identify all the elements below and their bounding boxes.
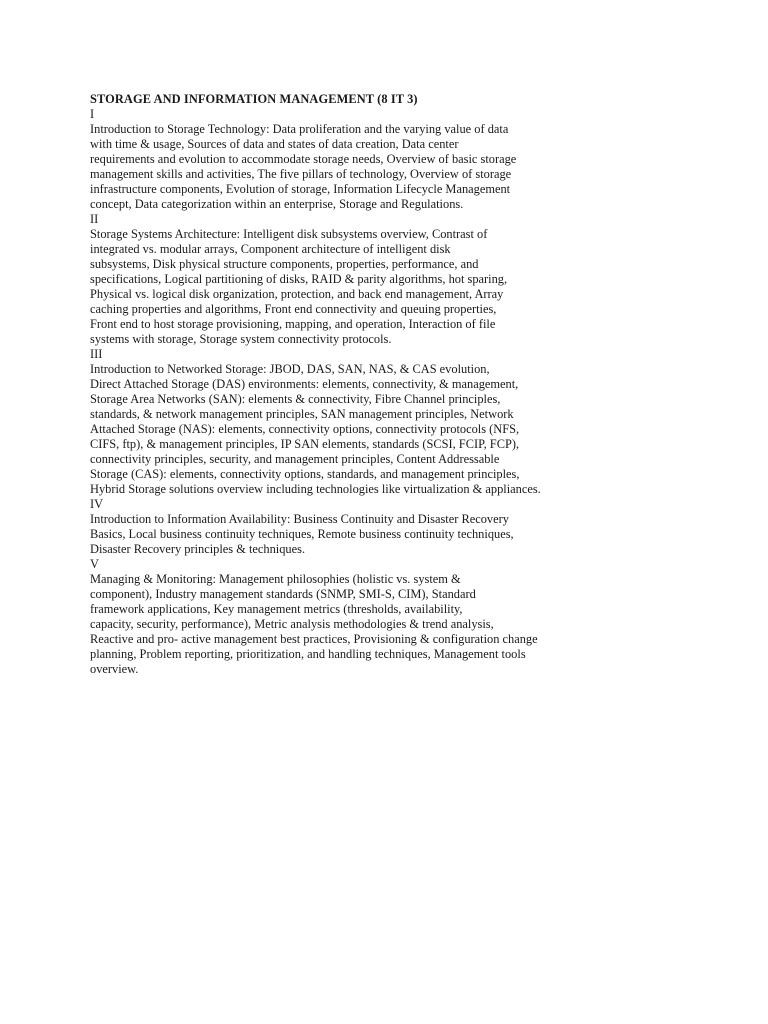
section-v-line: overview. [90,662,139,676]
section-iv-line: Introduction to Information Availability: Business Continuity and Disaster Recovery [90,512,509,526]
section-numeral-v: V [90,557,99,571]
section-numeral-i: I [90,107,95,121]
section-ii-line: integrated vs. modular arrays, Component architecture of intelligent disk [90,242,451,256]
section-v-line: component), Industry management standards (SNMP, SMI-S, CIM), Standard [90,587,476,601]
section-ii-line: Front end to host storage provisioning, mapping, and operation, Interaction of file [90,317,496,331]
section-iii-line: standards, & network management principles, SAN management principles, Network [90,407,514,421]
section-ii-line: Physical vs. logical disk organization, protection, and back end management, Array [90,287,504,301]
section-i-line: Introduction to Storage Technology: Data proliferation and the varying value of data [90,122,509,136]
section-iv-line: Basics, Local business continuity techniques, Remote business continuity techniques, [90,527,514,541]
section-i-line: management skills and activities, The five pillars of technology, Overview of storage [90,167,512,181]
section-v-line: Managing & Monitoring: Management philosophies (holistic vs. system & [90,572,461,586]
section-i-line: requirements and evolution to accommodate storage needs, Overview of basic storage [90,152,517,166]
section-iii-line: CIFS, ftp), & management principles, IP SAN elements, standards (SCSI, FCIP, FCP), [90,437,520,451]
section-i-line: with time & usage, Sources of data and states of data creation, Data center [90,137,459,151]
section-ii-line: systems with storage, Storage system connectivity protocols. [90,332,392,346]
section-v-line: planning, Problem reporting, prioritization, and handling techniques, Management tools [90,647,526,661]
section-v-line: capacity, security, performance), Metric analysis methodologies & trend analysis, [90,617,494,631]
section-ii-line: caching properties and algorithms, Front end connectivity and queuing properties, [90,302,497,316]
section-iii-line: connectivity principles, security, and management principles, Content Addressable [90,452,500,466]
section-iii-line: Storage (CAS): elements, connectivity options, standards, and management principles, [90,467,520,481]
section-v-line: framework applications, Key management metrics (thresholds, availability, [90,602,463,616]
section-ii-line: Storage Systems Architecture: Intelligent disk subsystems overview, Contrast of [90,227,488,241]
section-ii-line: subsystems, Disk physical structure components, properties, performance, and [90,257,479,271]
section-iii-line: Attached Storage (NAS): elements, connectivity options, connectivity protocols (NFS, [90,422,520,436]
section-i-line: concept, Data categorization within an enterprise, Storage and Regulations. [90,197,464,211]
section-ii-line: specifications, Logical partitioning of disks, RAID & parity algorithms, hot sparing, [90,272,508,286]
section-i-line: infrastructure components, Evolution of storage, Information Lifecycle Management [90,182,511,196]
section-iv-line: Disaster Recovery principles & techniques. [90,542,306,556]
section-numeral-ii: II [90,212,99,226]
syllabus-text [90,92,730,677]
section-iii-line: Hybrid Storage solutions overview including technologies like virtualization & appliances. [90,482,541,496]
section-v-line: Reactive and pro- active management best practices, Provisioning & configuration change [90,632,538,646]
section-iii-line: Introduction to Networked Storage: JBOD, DAS, SAN, NAS, & CAS evolution, [90,362,490,376]
section-iii-line: Direct Attached Storage (DAS) environments: elements, connectivity, & management, [90,377,519,391]
section-numeral-iii: III [90,347,103,361]
document-title: STORAGE AND INFORMATION MANAGEMENT (8 IT 3) [90,92,418,106]
section-numeral-iv: IV [90,497,104,511]
section-iii-line: Storage Area Networks (SAN): elements & connectivity, Fibre Channel principles, [90,392,501,406]
